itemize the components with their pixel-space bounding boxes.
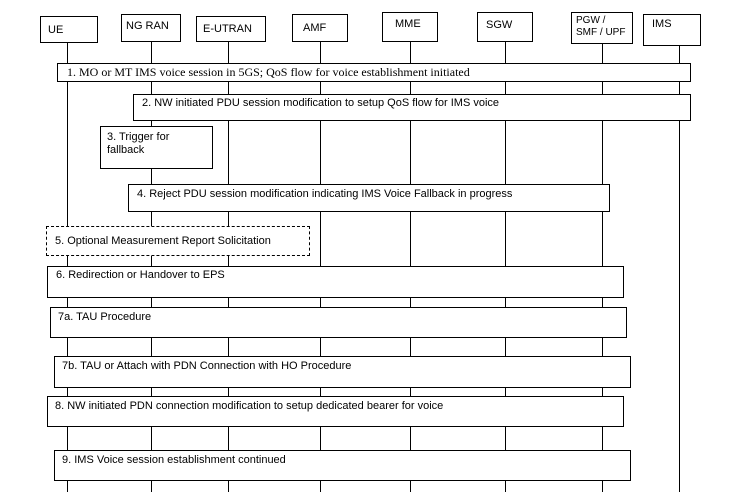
step-8-text: 8. NW initiated PDN connection modification to setup dedicated bearer for voice bbox=[55, 400, 444, 412]
step-6-text: 6. Redirection or Handover to EPS bbox=[56, 269, 225, 281]
step-6 bbox=[47, 266, 624, 298]
entity-eutran-label: E-UTRAN bbox=[203, 23, 252, 35]
step-2 bbox=[133, 94, 691, 121]
entity-eutran bbox=[196, 16, 266, 42]
step-1 bbox=[57, 63, 691, 82]
step-1-text: 1. MO or MT IMS voice session in 5GS; QoS flow for voice establishment initiated bbox=[67, 65, 470, 79]
step-2-text: 2. NW initiated PDU session modification to setup QoS flow for IMS voice bbox=[142, 97, 500, 109]
step-7a bbox=[50, 307, 627, 338]
entity-mme bbox=[382, 12, 438, 42]
step-9-text: 9. IMS Voice session establishment continued bbox=[62, 454, 286, 466]
step-3-text: 3. Trigger for fallback bbox=[107, 131, 170, 156]
entity-sgw bbox=[477, 12, 533, 42]
entity-ims-label: IMS bbox=[652, 18, 672, 30]
step-3 bbox=[100, 126, 213, 169]
entity-mme-label: MME bbox=[395, 18, 421, 30]
entity-ue-label: UE bbox=[48, 24, 64, 36]
entity-amf bbox=[292, 14, 348, 42]
entity-ue bbox=[40, 16, 98, 43]
entity-ngran-label: NG RAN bbox=[126, 20, 169, 32]
step-4 bbox=[128, 184, 610, 212]
step-7b bbox=[54, 356, 631, 388]
step-9 bbox=[54, 450, 631, 481]
entity-pgw-label-line1: PGW / bbox=[576, 15, 606, 26]
entity-pgw bbox=[571, 12, 633, 44]
entity-amf-label: AMF bbox=[303, 22, 327, 34]
entity-ngran bbox=[121, 14, 181, 42]
entity-ims bbox=[643, 14, 701, 46]
entity-pgw-label-line2: SMF / UPF bbox=[576, 27, 626, 38]
step-4-text: 4. Reject PDU session modification indicating IMS Voice Fallback in progress bbox=[137, 188, 513, 200]
step-8 bbox=[47, 396, 624, 427]
step-7a-text: 7a. TAU Procedure bbox=[58, 311, 152, 323]
step-5 bbox=[46, 226, 310, 256]
step-7b-text: 7b. TAU or Attach with PDN Connection with HO Procedure bbox=[62, 360, 352, 372]
step-5-text: 5. Optional Measurement Report Solicitation bbox=[55, 235, 271, 247]
entity-sgw-label: SGW bbox=[486, 19, 513, 31]
